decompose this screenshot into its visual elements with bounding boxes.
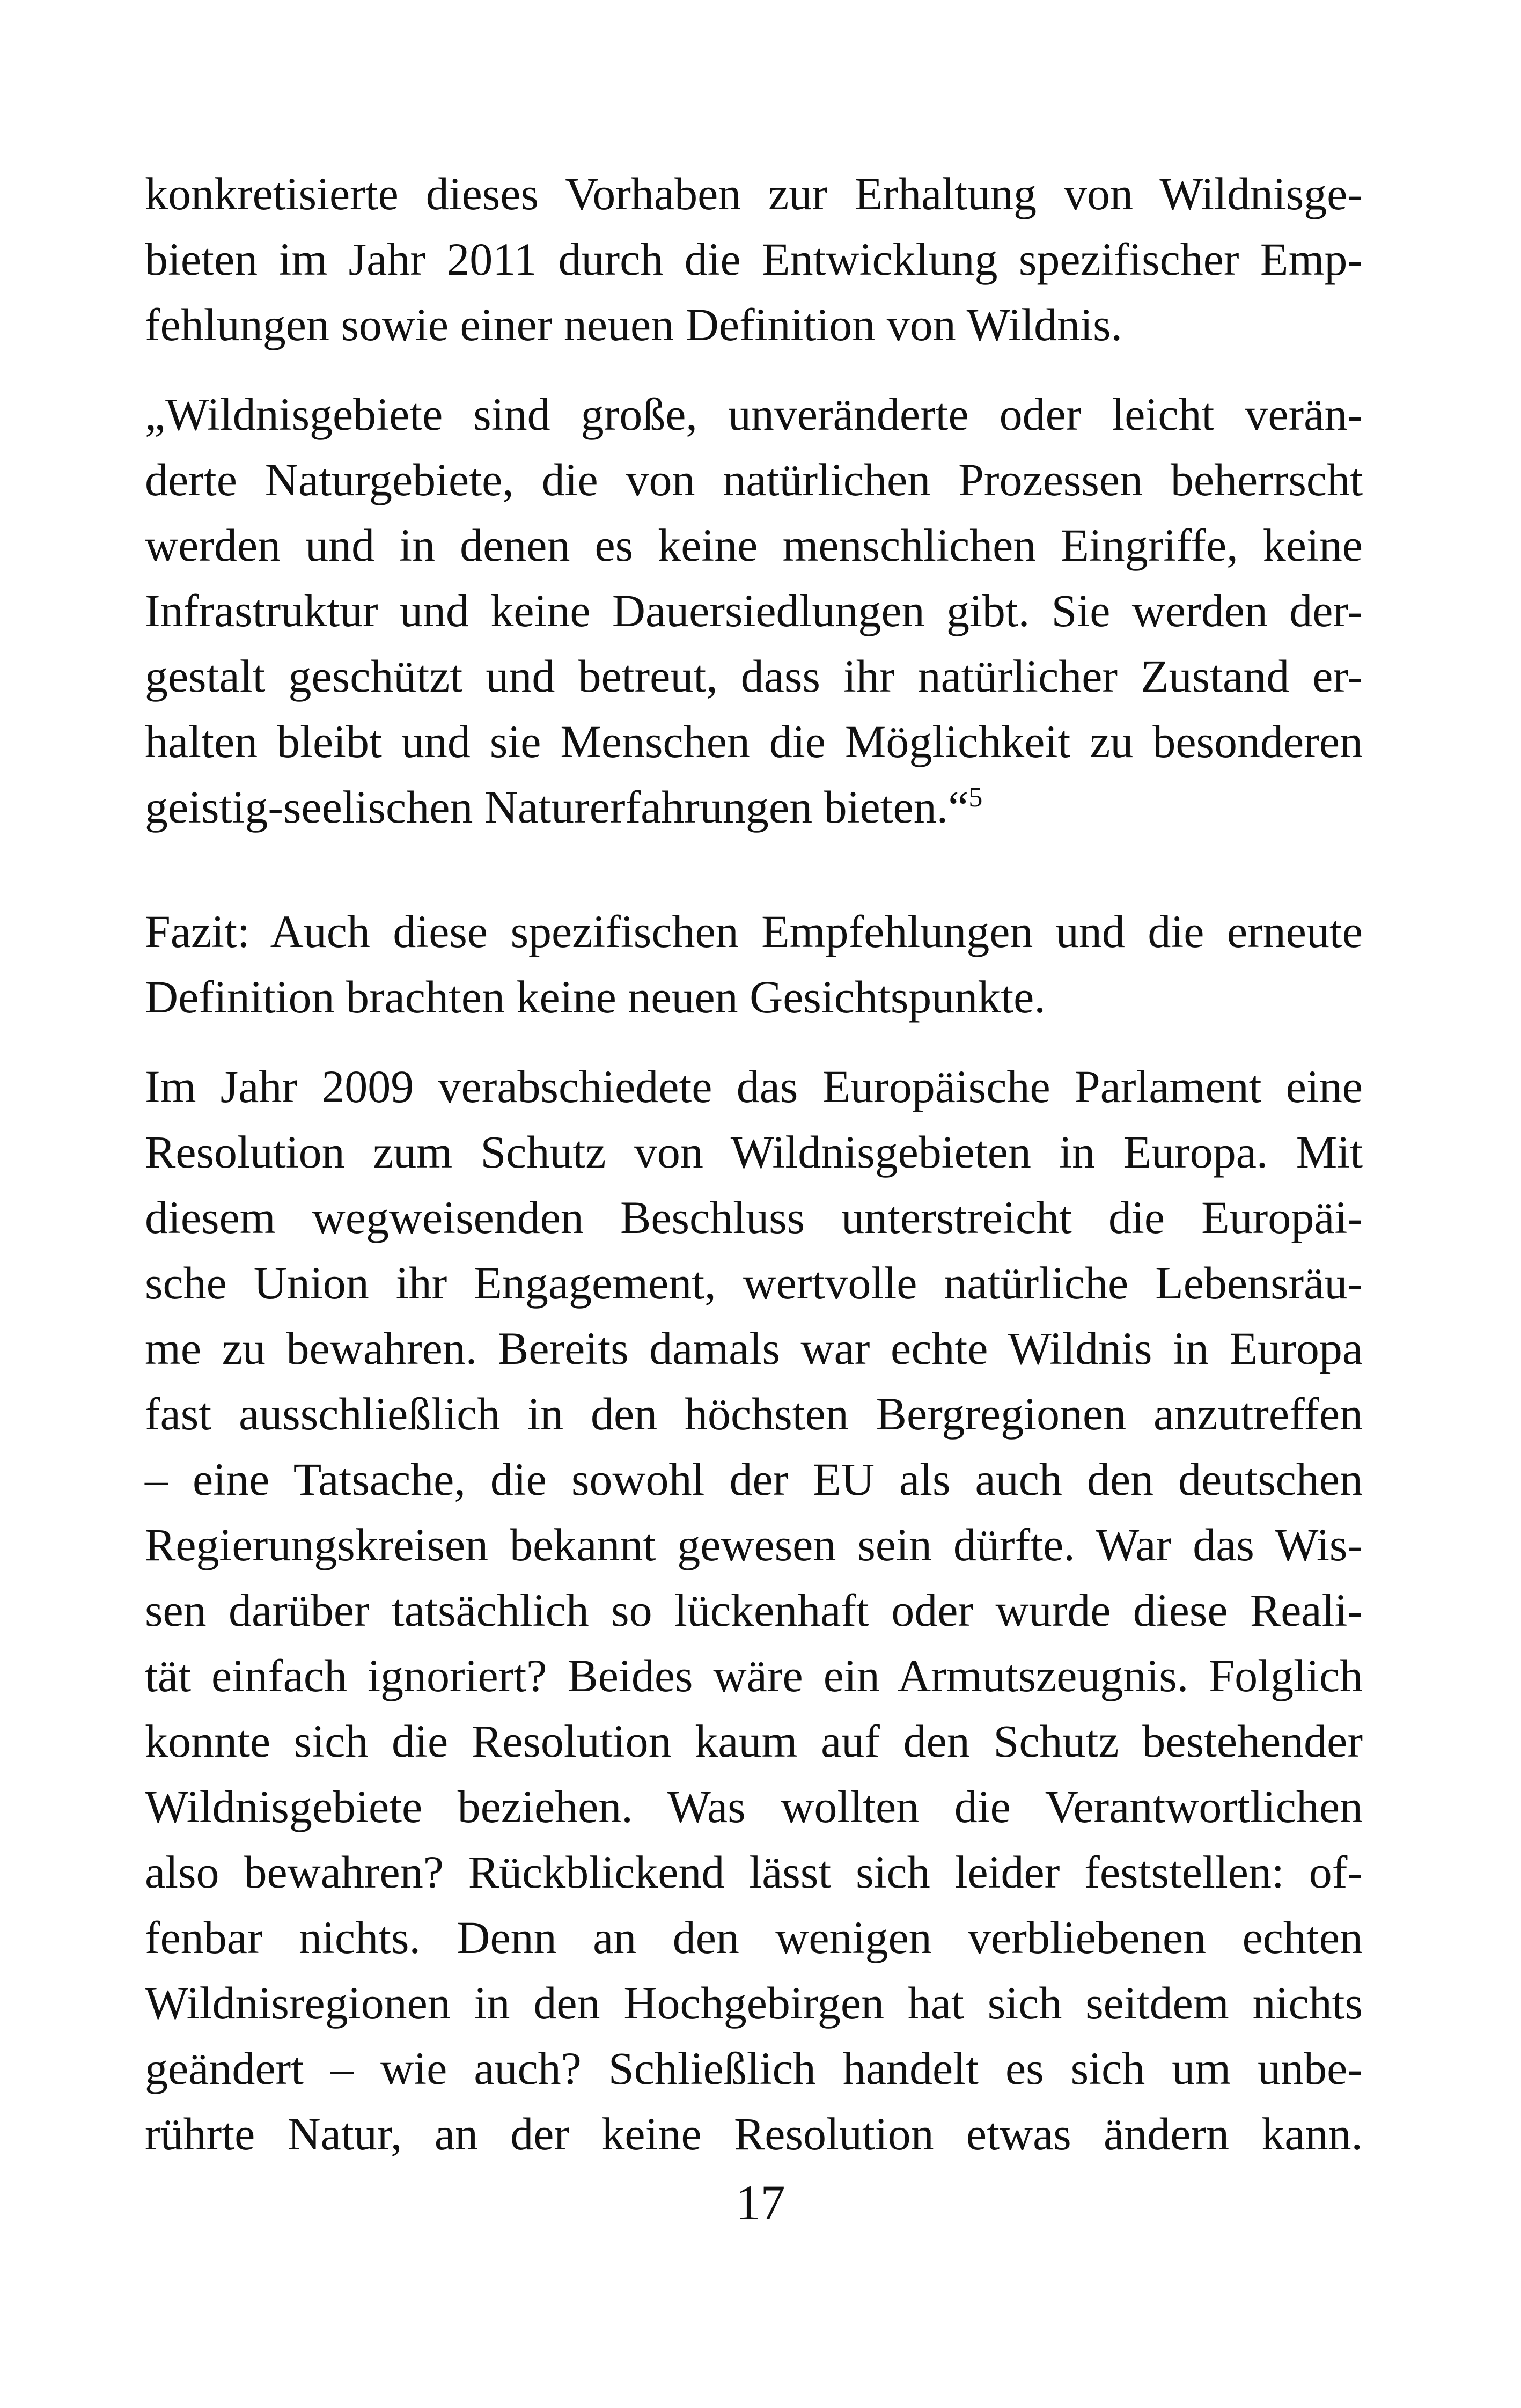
text-line: fast ausschließlich in den höchsten Bergregionen anzutreffen [145,1388,1363,1440]
text-line: konnte sich die Resolution kaum auf den Schutz bestehender [145,1715,1363,1767]
text-line: tät einfach ignoriert? Beides wäre ein Armutszeugnis. Folglich [145,1650,1363,1701]
text-line: Wildnisregionen in den Hochgebirgen hat sich seitdem nichts [145,1977,1363,2029]
text-line: fehlungen sowie einer neuen Definition von Wildnis. [145,299,1123,350]
paragraph-continued [145,161,1363,357]
text-line-with-footnote [145,774,1363,840]
text-line: konkretisierte dieses Vorhaben zur Erhaltung von Wildnisge- [145,168,1363,219]
text-line: Regierungskreisen bekannt gewesen sein dürfte. War das Wis- [145,1519,1363,1570]
text-line: Im Jahr 2009 verabschiedete das Europäische Parlament eine [145,1061,1363,1112]
text-line: sche Union ihr Engagement, wertvolle natürliche Lebensräu- [145,1257,1363,1309]
text-line: me zu bewahren. Bereits damals war echte Wildnis in Europa [145,1323,1363,1374]
text-line: „Wildnisgebiete sind große, unveränderte oder leicht verän- [145,388,1363,440]
page-number: 17 [736,2175,785,2230]
text-line: geändert – wie auch? Schließlich handelt es sich um unbe- [145,2043,1363,2094]
text-line: fenbar nichts. Denn an den wenigen verbliebenen echten [145,1912,1363,1963]
text-line: bieten im Jahr 2011 durch die Entwicklung spezifischer Emp- [145,233,1363,285]
page-body [145,161,1363,2167]
text-line: – eine Tatsache, die sowohl der EU als auch den deutschen [145,1453,1363,1505]
text-line: werden und in denen es keine menschlichen Eingriffe, keine [145,519,1363,571]
footnote-marker: 5 [968,782,983,813]
text-line: derte Naturgebiete, die von natürlichen Prozessen beherrscht [145,454,1363,505]
text-line: sen darüber tatsächlich so lückenhaft oder wurde diese Reali- [145,1584,1363,1636]
text-line: geistig-seelischen Naturerfahrungen bieten.“ [145,781,969,833]
text-line: diesem wegweisenden Beschluss unterstreicht die Europäi- [145,1192,1363,1243]
text-line: Wildnisgebiete beziehen. Was wollten die Verantwortlichen [145,1781,1363,1832]
text-line: Fazit: Auch diese spezifischen Empfehlungen und die erneute [145,906,1363,957]
paragraph-resolution [145,1054,1363,2167]
text-line: halten bleibt und sie Menschen die Möglichkeit zu besonderen [145,716,1363,767]
text-line: gestalt geschützt und betreut, dass ihr natürlicher Zustand er- [145,650,1363,702]
text-line: rührte Natur, an der keine Resolution etwas ändern kann. [145,2108,1363,2160]
paragraph-fazit [145,899,1363,1030]
paragraph-quote [145,381,1363,840]
text-line: also bewahren? Rückblickend lässt sich leider feststellen: of- [145,1846,1363,1898]
text-line: Definition brachten keine neuen Gesichtspunkte. [145,971,1046,1023]
text-line: Infrastruktur und keine Dauersiedlungen gibt. Sie werden der- [145,585,1363,636]
text-line: Resolution zum Schutz von Wildnisgebieten in Europa. Mit [145,1126,1363,1178]
